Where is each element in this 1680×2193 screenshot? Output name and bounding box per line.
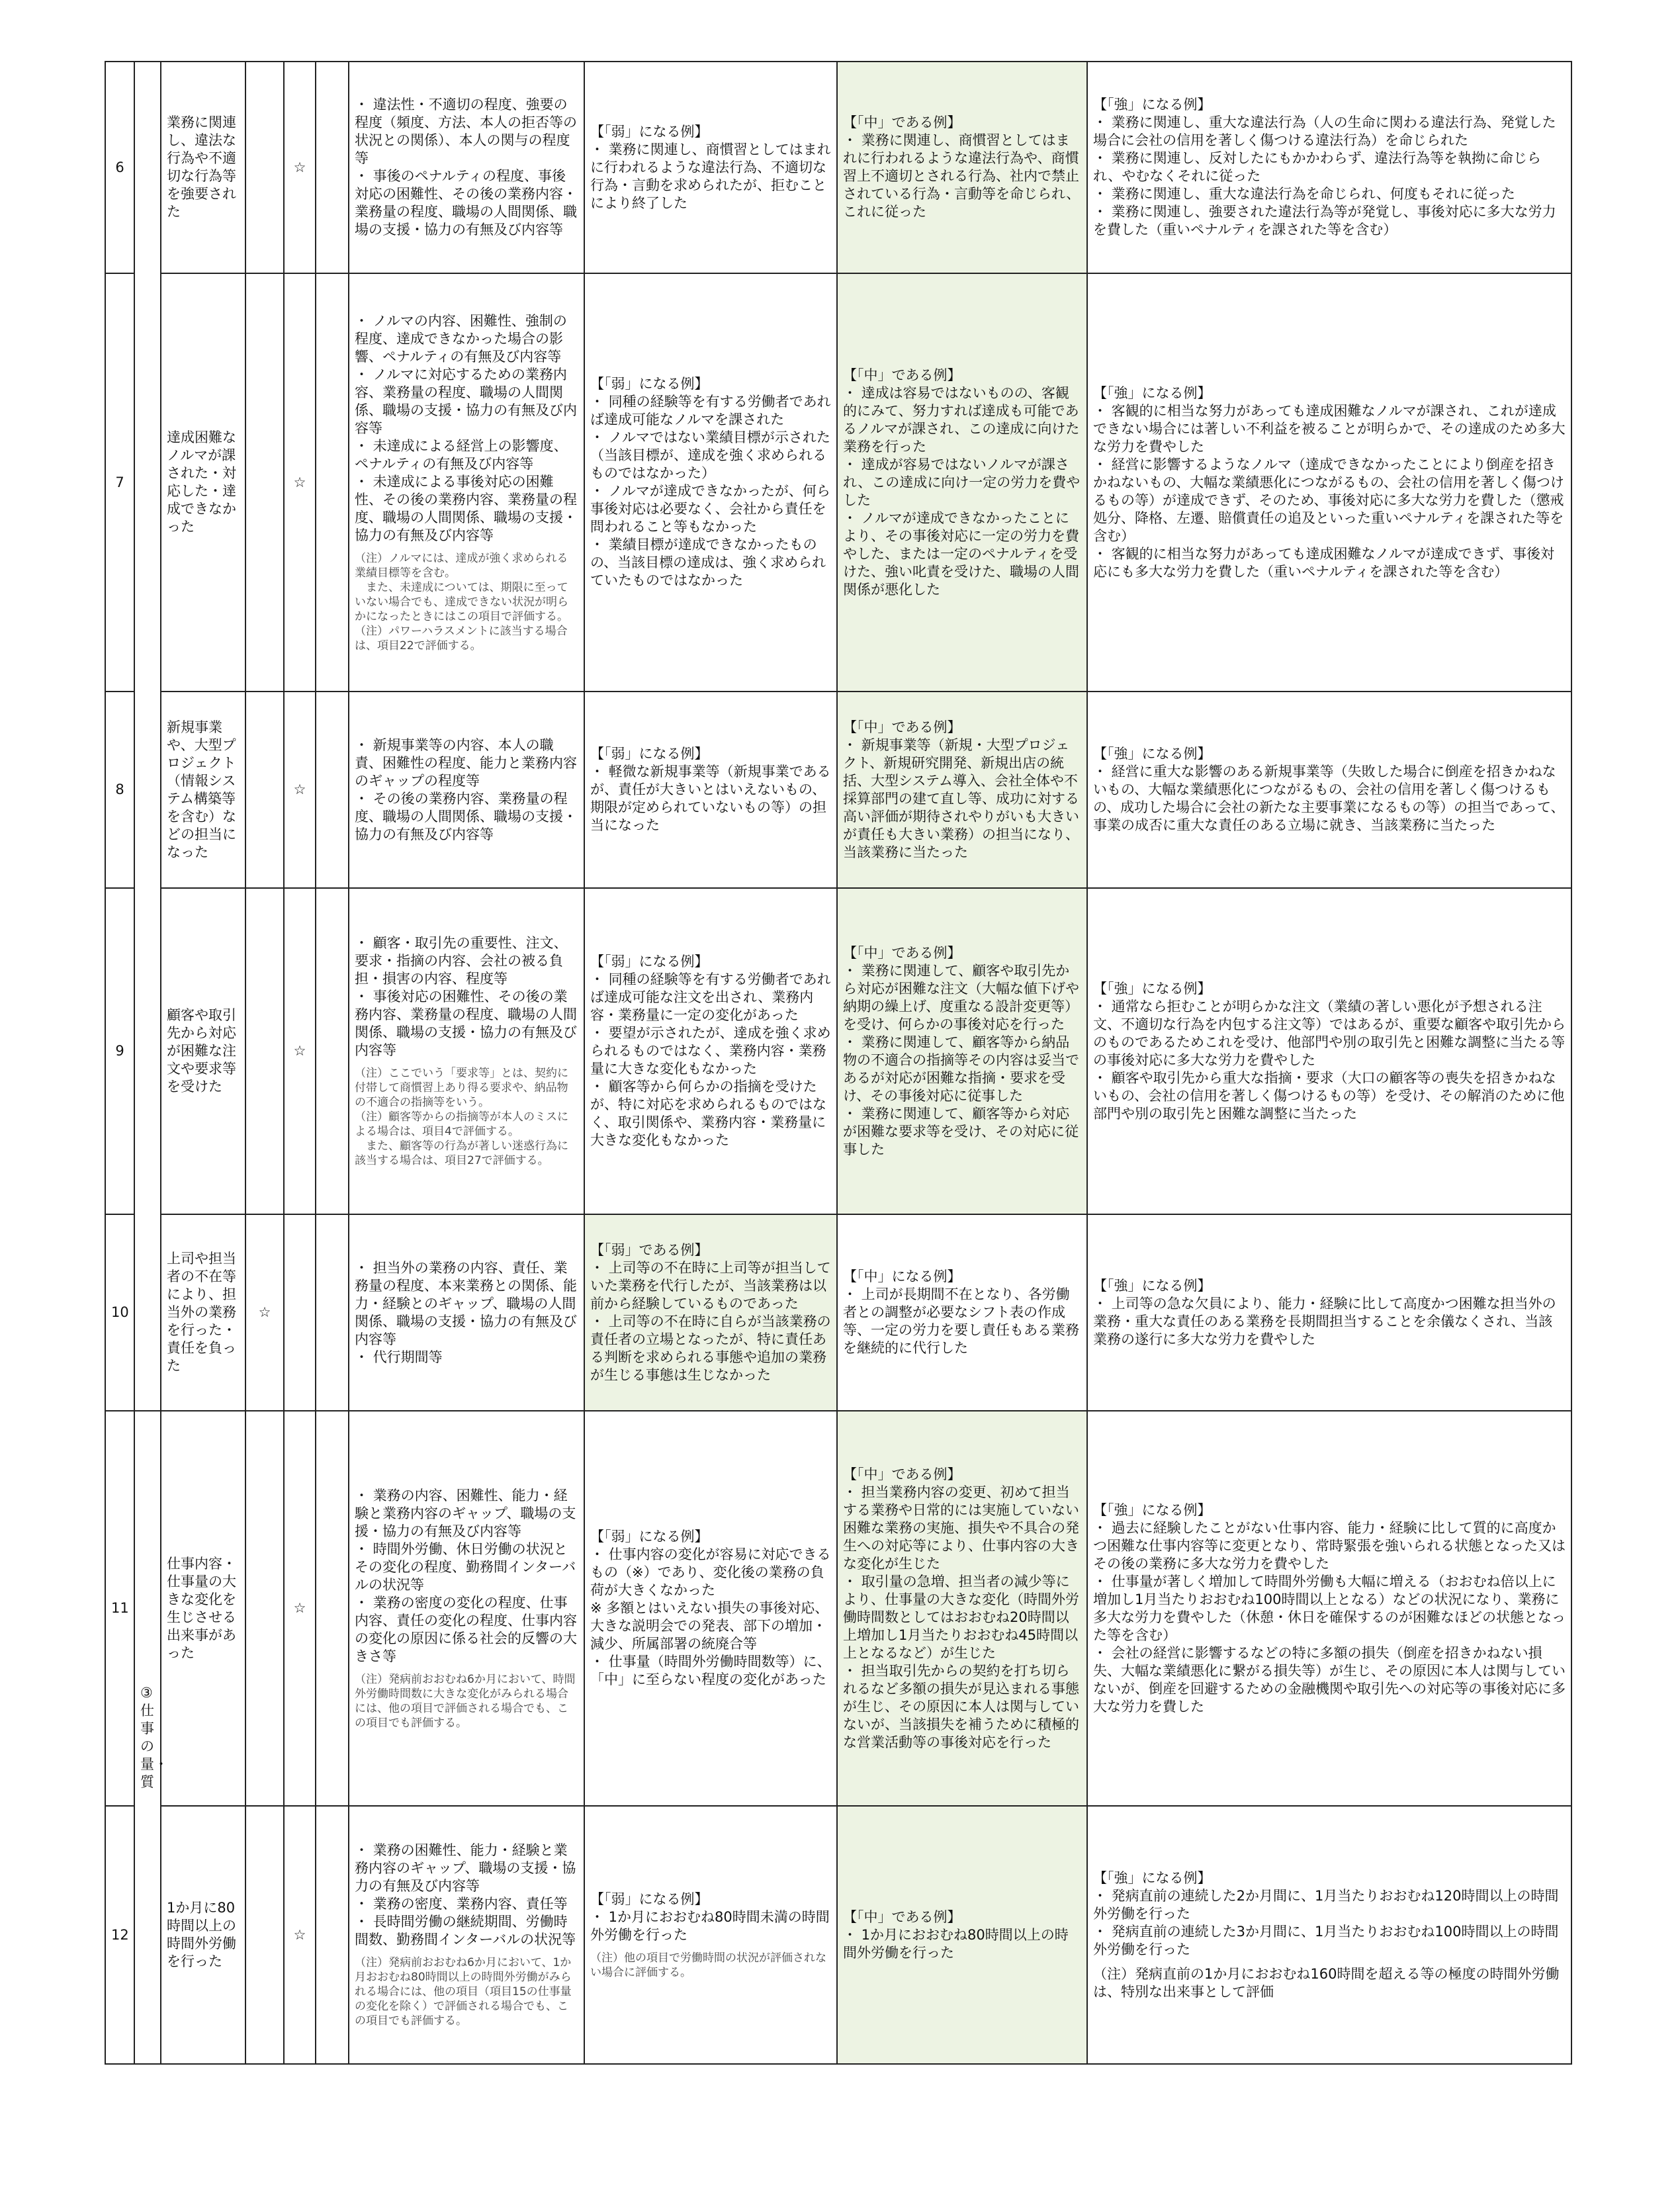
evaluation-criteria [349, 692, 584, 888]
intensity-strong-marker [316, 62, 349, 273]
example-heading: 【「強」になる例】 [1093, 97, 1212, 112]
table-row [105, 62, 1571, 273]
event-description: 上司や担当者の不在等により、担当外の業務を行った・責任を負った [161, 1214, 245, 1411]
example-heading: 【「強」になる例】 [1093, 746, 1212, 762]
example-item: ・ 業務に関連し、重大な違法行為（人の生命に関わる違法行為、発覚した場合に会社の信用を著しく傷つける違法行為）を命じられた [1093, 114, 1556, 148]
mid-example-cell [837, 1806, 1087, 2064]
example-item: ・ 要望が示されたが、達成を強く求められるものではなく、業務内容・業務量に大きな変化もなかった [590, 1025, 831, 1077]
criteria-item: ・ 担当外の業務の内容、責任、業務量の程度、本来業務との関係、能力・経験とのギャップ、職場の人間関係、職場の支援・協力の有無及び内容等 [355, 1259, 577, 1347]
example-note: （注）他の項目で労働時間の状況が評価されない場合に評価する。 [590, 1951, 826, 1979]
criteria-item: ・ 顧客・取引先の重要性、注文、要求・指摘の内容、会社の被る負担・損害の内容、程度等 [355, 935, 568, 987]
intensity-strong-marker [316, 1411, 349, 1806]
evaluation-criteria [349, 273, 584, 692]
intensity-weak-marker [245, 1806, 284, 2064]
criteria-item: ・ 業務の内容、困難性、能力・経験と業務内容のギャップ、職場の支援・協力の有無及び内容等 [355, 1487, 576, 1539]
evaluation-criteria [349, 1806, 584, 2064]
example-item: ・ 1か月におおむね80時間以上の時間外労働を行った [843, 1926, 1069, 1961]
table-row [105, 888, 1571, 1214]
mid-example-cell [837, 273, 1087, 692]
intensity-weak-marker [245, 1411, 284, 1806]
criteria-item: ・ 未達成による事後対応の困難性、その後の業務内容、業務量の程度、職場の人間関係、職場の支援・協力の有無及び内容等 [355, 473, 577, 543]
intensity-mid-marker [284, 1214, 316, 1411]
strong-example-cell [1087, 888, 1571, 1214]
example-item: ・ 仕事内容の変化が容易に対応できるもの（※）であり、変化後の業務の負荷が大きくなかった [590, 1546, 831, 1598]
example-heading: 【「弱」になる例】 [590, 123, 709, 140]
example-item: ※ 多額とはいえない損失の事後対応、大きな説明会での発表、部下の増加・減少、所属部署の統廃合等 [590, 1600, 829, 1652]
intensity-mid-marker: ☆ [284, 273, 316, 692]
row-number: 9 [105, 888, 134, 1214]
criteria-item: ・ ノルマの内容、困難性、強制の程度、達成できなかった場合の影響、ペナルティの有無及び内容等 [355, 312, 567, 365]
event-description: 業務に関連し、違法な行為や不適切な行為等を強要された [161, 62, 245, 273]
criteria-notes [355, 551, 578, 653]
example-heading: 【「弱」になる例】 [590, 954, 709, 969]
criteria-item: ・ 事後のペナルティの程度、事後対応の困難性、その後の業務内容・業務量の程度、職場の人間関係、職場の支援・協力の有無及び内容等 [355, 168, 577, 238]
event-description: 1か月に80時間以上の時間外労働を行った [161, 1806, 245, 2064]
criteria-note: また、未達成については、期限に至っていない場合でも、達成できない状況が明らかになったときにはこの項目で評価する。 [355, 580, 568, 623]
intensity-strong-marker [316, 1214, 349, 1411]
event-description: 達成困難なノルマが課された・対応した・達成できなかった [161, 273, 245, 692]
example-item: ・ 業務に関連し、商慣習としてはまれに行われるような違法行為、不適切な行為・言動を求められたが、拒むことにより終了した [590, 141, 831, 211]
weak-example-cell [584, 1806, 837, 2064]
example-heading: 【「強」になる例】 [1093, 384, 1212, 401]
example-item: ・ 発病直前の連続した3か月間に、1月当たりおおむね100時間以上の時間外労働を行った [1093, 1923, 1559, 1957]
weak-example-cell [584, 1214, 837, 1411]
example-item: ・ 業務に関連して、顧客や取引先から対応が困難な注文（大幅な値下げや納期の繰上げ、度重なる設計変更等）を受け、何らかの事後対応を行った [843, 962, 1079, 1032]
example-item: ・ 過去に経験したことがない仕事内容、能力・経験に比して質的に高度かつ困難な仕事内容等に変更となり、常時緊張を強いられる状態となった又はその後の業務に多大な労力を費やした [1093, 1519, 1566, 1572]
intensity-mid-marker: ☆ [284, 692, 316, 888]
example-heading: 【「中」になる例】 [843, 1269, 961, 1284]
example-item: ・ 上司が長期間不在となり、各労働者との調整が必要なシフト表の作成等、一定の労力を要し責任もある業務を継続的に代行した [843, 1286, 1079, 1356]
criteria-item: ・ ノルマに対応するための業務内容、業務量の程度、職場の人間関係、職場の支援・協力の有無及び内容等 [355, 366, 577, 436]
intensity-strong-marker [316, 1806, 349, 2064]
evaluation-criteria [349, 1411, 584, 1806]
intensity-mid-marker: ☆ [284, 1411, 316, 1806]
example-item: ・ 客観的に相当な努力があっても達成困難なノルマが課され、これが達成できない場合には著しい不利益を被ることが明らかで、その達成のため多大な労力を費やした [1093, 402, 1566, 455]
mid-example-cell [837, 1411, 1087, 1806]
table-row [105, 1806, 1571, 2064]
strong-example-cell [1087, 273, 1571, 692]
criteria-item: ・ 新規事業等の内容、本人の職責、困難性の程度、能力と業務内容のギャップの程度等 [355, 737, 577, 789]
criteria-item: ・ 長時間労働の継続期間、労働時間数、勤務間インターバルの状況等 [355, 1914, 576, 1947]
strong-example-cell [1087, 692, 1571, 888]
intensity-mid-marker: ☆ [284, 62, 316, 273]
row-number: 12 [105, 1806, 134, 2064]
evaluation-criteria [349, 62, 584, 273]
row-number: 11 [105, 1411, 134, 1806]
criteria-item: ・ 代行期間等 [355, 1349, 443, 1365]
criteria-item: ・ 違法性・不適切の程度、強要の程度（頻度、方法、本人の拒否等の状況との関係）、本人の関与の程度等 [355, 97, 577, 166]
row-number: 10 [105, 1214, 134, 1411]
example-item: ・ 経営に影響するようなノルマ（達成できなかったことにより倒産を招きかねないもの、大幅な業績悪化につながるもの、会社の信用を著しく傷つけるもの等）が達成できず、そのため、事後対応に多大な労力を費した（懲戒処分、降格、左遷、賠償責任の追及といった重いペナルティを課された等を含む） [1093, 456, 1564, 544]
table-row [105, 1411, 1571, 1806]
criteria-item: ・ 時間外労働、休日労働の状況とその変化の程度、勤務間インターバルの状況等 [355, 1541, 576, 1593]
category-label: ③仕事の量・質 [134, 1411, 161, 2064]
criteria-item: ・ 業務の密度、業務内容、責任等 [355, 1896, 568, 1912]
weak-example-cell [584, 888, 837, 1214]
example-heading: 【「強」になる例】 [1093, 980, 1212, 997]
example-item: ・ 担当取引先からの契約を打ち切られるなど多額の損失が見込まれる事態が生じ、その原因に本人は関与していないが、当該損失を補うために積極的な営業活動等の事後対応を行った [843, 1662, 1079, 1750]
strong-example-cell [1087, 1411, 1571, 1806]
example-heading: 【「弱」になる例】 [590, 376, 709, 392]
example-item: ・ 経営に重大な影響のある新規事業等（失敗した場合に倒産を招きかねないもの、大幅な業績悪化につながるもの、会社の信用を著しく傷つけるもの、成功した場合に会社の新たな主要事業になるもの等）の担当であって、事業の成否に重大な責任のある立場に就き、当該業務に当たった [1093, 764, 1565, 833]
example-heading: 【「中」である例】 [843, 1466, 961, 1482]
intensity-mid-marker: ☆ [284, 888, 316, 1214]
example-item: ・ 業務に関連し、反対したにもかかわらず、違法行為等を執拗に命じられ、やむなくそれに従った [1093, 150, 1541, 184]
table-row [105, 273, 1571, 692]
example-heading: 【「強」になる例】 [1093, 1277, 1212, 1294]
weak-example-cell [584, 273, 837, 692]
category-blank-cell [134, 62, 161, 1411]
mid-example-cell [837, 1214, 1087, 1411]
mid-example-cell [837, 62, 1087, 273]
criteria-note: （注）ノルマには、達成が強く求められる業績目標等を含む。 [355, 551, 568, 580]
criteria-notes [355, 1955, 578, 2028]
criteria-item: ・ 業務の密度の変化の程度、仕事内容、責任の変化の程度、仕事内容の変化の原因に係る社会的反響の大きさ等 [355, 1594, 577, 1664]
evaluation-criteria [349, 888, 584, 1214]
weak-example-cell [584, 1411, 837, 1806]
intensity-weak-marker [245, 692, 284, 888]
strong-example-cell [1087, 62, 1571, 273]
example-item: ・ 軽微な新規事業等（新規事業であるが、責任が大きいとはいえないもの、期限が定められていないもの等）の担当になった [590, 764, 831, 833]
example-item: ・ ノルマが達成できなかったが、何ら事後対応は必要なく、会社から責任を問われること等もなかった [590, 483, 830, 535]
criteria-notes [355, 1066, 578, 1168]
example-note: （注）発病直前の1か月におおむね160時間を超える等の極度の時間外労働は、特別な出来事として評価 [1093, 1965, 1560, 2000]
intensity-strong-marker [316, 692, 349, 888]
example-item: ・ 業務に関連して、顧客等から対応が困難な要求等を受け、その対応に従事した [843, 1105, 1079, 1157]
example-item: ・ ノルマではない業績目標が示された（当該目標が、達成を強く求められるものではなかった） [590, 429, 830, 481]
weak-example-cell [584, 692, 837, 888]
example-heading: 【「弱」になる例】 [590, 1891, 709, 1907]
stress-evaluation-table [105, 61, 1572, 2065]
example-item: ・ 業務に関連し、強要された違法行為等が発覚し、事後対応に多大な労力を費した（重いペナルティを課された等を含む） [1093, 204, 1556, 238]
example-item: ・ 同種の経験等を有する労働者であれば達成可能なノルマを課された [590, 394, 831, 427]
example-item: ・ 顧客等から何らかの指摘を受けたが、特に対応を求められるものではなく、取引関係や、業務内容・業務量に大きな変化もなかった [590, 1079, 826, 1148]
example-item: ・ 同種の経験等を有する労働者であれば達成可能な注文を出され、業務内容・業務量に一定の変化があった [590, 971, 831, 1023]
row-number: 7 [105, 273, 134, 692]
example-heading: 【「強」になる例】 [1093, 1869, 1212, 1886]
criteria-notes [355, 1672, 578, 1730]
mid-example-cell [837, 888, 1087, 1214]
example-item: ・ 業務に関連し、重大な違法行為を命じられ、何度もそれに従った [1093, 186, 1515, 202]
criteria-note: （注）発病前おおむね6か月において、1か月おおむね80時間以上の時間外労働がみられる場合には、他の項目（項目15の仕事量の変化を除く）で評価される場合でも、この項目でも評価する。 [355, 1956, 572, 2028]
example-item: ・ 仕事量が著しく増加して時間外労働も大幅に増える（おおむね倍以上に増加し1月当たりおおむね100時間以上となる）などの状況になり、業務に多大な労力を費やした（休憩・休日を確保するのが困難なほどの状態となった等を含む） [1093, 1573, 1566, 1643]
example-item: ・ 仕事量（時間外労働時間数等）に、「中」に至らない程度の変化があった [590, 1654, 831, 1687]
intensity-mid-marker: ☆ [284, 1806, 316, 2064]
criteria-note: （注）発病前おおむね6か月において、時間外労働時間数に大きな変化がみられる場合には、他の項目で評価される場合でも、この項目でも評価する。 [355, 1672, 576, 1730]
criteria-note: （注）ここでいう「要求等」とは、契約に付帯して商慣習上あり得る要求や、納品物の不適合の指摘等をいう。 [355, 1067, 568, 1109]
example-heading: 【「強」になる例】 [1093, 1501, 1212, 1518]
example-item: ・ 会社の経営に影響するなどの特に多額の損失（倒産を招きかねない損失、大幅な業績悪化に繋がる損失等）が生じ、その原因に本人は関与していないが、倒産を回避するための金融機関や取引先への対応等の事後対応に多大な労力を費した [1093, 1644, 1566, 1715]
example-heading: 【「中」である例】 [843, 719, 961, 735]
example-item: ・ 客観的に相当な努力があっても達成困難なノルマが達成できず、事後対応にも多大な労力を費した（重いペナルティを課された等を含む） [1093, 545, 1554, 580]
weak-example-cell [584, 62, 837, 273]
table-row [105, 692, 1571, 888]
example-item: ・ 達成が容易ではないノルマが課され、この達成に向け一定の労力を費やした [843, 456, 1081, 508]
example-heading: 【「弱」である例】 [590, 1241, 709, 1258]
strong-example-cell [1087, 1214, 1571, 1411]
example-heading: 【「中」である例】 [843, 114, 961, 130]
criteria-note: （注）顧客等からの指摘等が本人のミスによる場合は、項目4で評価する。 [355, 1110, 568, 1138]
criteria-item: ・ 業務の困難性、能力・経験と業務内容のギャップ、職場の支援・協力の有無及び内容等 [355, 1842, 576, 1894]
example-heading: 【「弱」になる例】 [590, 1529, 709, 1544]
example-item: ・ 顧客や取引先から重大な指摘・要求（大口の顧客等の喪失を招きかねないもの、会社の信用を著しく傷つけるもの等）を受け、その解消のために他部門や別の取引先と困難な調整に当たった [1093, 1069, 1565, 1122]
example-heading: 【「中」である例】 [843, 367, 961, 383]
intensity-strong-marker [316, 273, 349, 692]
criteria-item: ・ 未達成による経営上の影響度、ペナルティの有無及び内容等 [355, 437, 568, 472]
row-number: 6 [105, 62, 134, 273]
example-heading: 【「中」である例】 [843, 944, 961, 961]
example-heading: 【「弱」になる例】 [590, 746, 709, 762]
mid-example-cell [837, 692, 1087, 888]
criteria-note: また、顧客等の行為が著しい迷惑行為に該当する場合は、項目27で評価する。 [355, 1140, 568, 1167]
example-item: ・ 業務に関連して、顧客等から納品物の不適合の指摘等その内容は妥当であるが対応が困難な指摘・要求を受け、その事後対応に従事した [843, 1034, 1079, 1104]
example-item: ・ 取引量の急増、担当者の減少等により、仕事量の大きな変化（時間外労働時間数としてはおおむね20時間以上増加し1月当たりおおむね45時間以上となるなど）が生じた [843, 1573, 1079, 1661]
intensity-weak-marker: ☆ [245, 1214, 284, 1411]
example-item: ・ 1か月におおむね80時間未満の時間外労働を行った [590, 1908, 830, 1943]
criteria-item: ・ その後の業務内容、業務量の程度、職場の人間関係、職場の支援・協力の有無及び内容等 [355, 790, 577, 842]
example-item: ・ 業務に関連し、商慣習としてはまれに行われるような違法行為や、商慣習上不適切とされる行為、社内で禁止されている行為・言動等を命じられ、これに従った [843, 132, 1081, 220]
row-number: 8 [105, 692, 134, 888]
table-row [105, 1214, 1571, 1411]
event-description: 新規事業や、大型プロジェクト（情報システム構築等を含む）などの担当になった [161, 692, 245, 888]
example-item: ・ 上司等の急な欠員により、能力・経験に比して高度かつ困難な担当外の業務・重大な責任のある業務を長期間担当することを余儀なくされ、当該業務の遂行に多大な労力を費やした [1093, 1295, 1556, 1347]
event-description: 顧客や取引先から対応が困難な注文や要求等を受けた [161, 888, 245, 1214]
evaluation-criteria [349, 1214, 584, 1411]
intensity-weak-marker [245, 888, 284, 1214]
criteria-note: （注）パワーハラスメントに該当する場合は、項目22で評価する。 [355, 624, 568, 652]
example-item: ・ 新規事業等（新規・大型プロジェクト、新規研究開発、新規出店の統括、大型システム導入、会社全体や不採算部門の建て直し等、成功に対する高い評価が期待されやりがいも大きいが責任も大きい業務）の担当になり、当該業務に当たった [843, 737, 1079, 860]
event-description: 仕事内容・仕事量の大きな変化を生じさせる出来事があった [161, 1411, 245, 1806]
example-item: ・ 発病直前の連続した2か月間に、1月当たりおおむね120時間以上の時間外労働を行った [1093, 1887, 1559, 1922]
example-item: ・ 通常なら拒むことが明らかな注文（業績の著しい悪化が予想される注文、不適切な行為を内包する注文等）ではあるが、重要な顧客や取引先からのものであるためこれを受け、他部門や別の取引先と困難な調整に当たる等の事後対応に多大な労力を費やした [1093, 998, 1566, 1068]
intensity-weak-marker [245, 273, 284, 692]
example-item: ・ 業績目標が達成できなかったものの、当該目標の達成は、強く求められていたものではなかった [590, 537, 826, 588]
example-item: ・ 上司等の不在時に上司等が担当していた業務を代行したが、当該業務は以前から経験しているものであった [590, 1259, 831, 1312]
intensity-strong-marker [316, 888, 349, 1214]
example-item: ・ 上司等の不在時に自らが当該業務の責任者の立場となったが、特に責任ある判断を求められる事態や追加の業務が生じる事態は生じなかった [590, 1313, 831, 1383]
criteria-item: ・ 事後対応の困難性、その後の業務内容、業務量の程度、職場の人間関係、職場の支援・協力の有無及び内容等 [355, 989, 577, 1058]
example-heading: 【「中」である例】 [843, 1908, 961, 1925]
intensity-weak-marker [245, 62, 284, 273]
strong-example-cell [1087, 1806, 1571, 2064]
example-item: ・ 担当業務内容の変更、初めて担当する業務や日常的には実施していない困難な業務の実施、損失や不具合の発生への対応等により、仕事内容の大きな変化が生じた [843, 1484, 1079, 1572]
table-body [105, 62, 1571, 2064]
example-item: ・ ノルマが達成できなかったことにより、その事後対応に一定の労力を費やした、または一定のペナルティを受けた、強い叱責を受けた、職場の人間関係が悪化した [843, 510, 1079, 598]
example-item: ・ 達成は容易ではないものの、客観的にみて、努力すれば達成も可能であるノルマが課され、この達成に向けた業務を行った [843, 384, 1080, 455]
